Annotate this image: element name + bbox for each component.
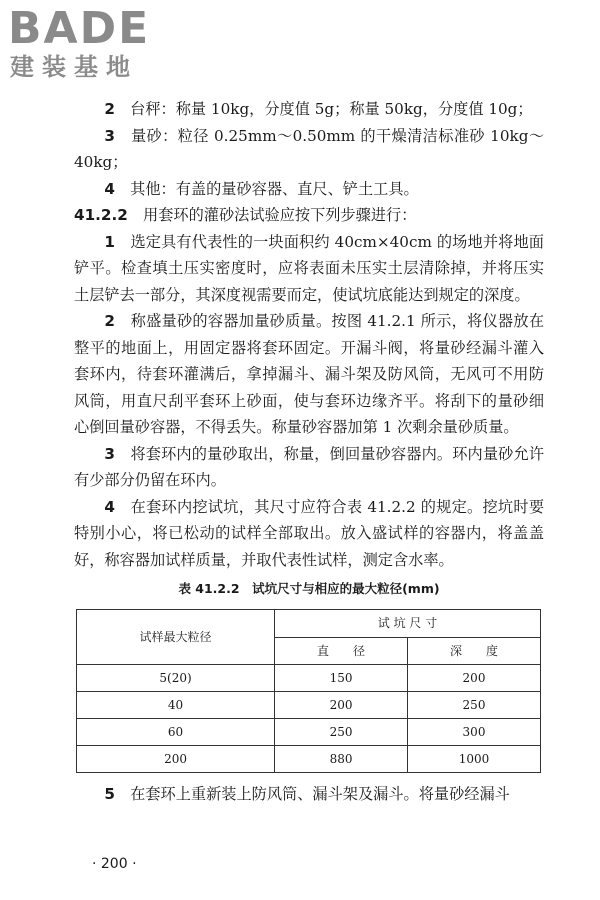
- logo-brand: BADE: [8, 3, 151, 54]
- paragraph-item-4: 4 其他：有盖的量砂容器、直尺、铲土工具。: [104, 179, 419, 198]
- logo-subtitle: 建装基地: [10, 53, 138, 81]
- paragraph-item-3: 3 量砂：粒径 0.25mm～0.50mm 的干燥清洁标准砂 10kg～40kg；: [74, 126, 545, 171]
- step-5: 5 在套环上重新装上防风筒、漏斗架及漏斗。将量砂经漏斗: [104, 785, 510, 803]
- page-content: [74, 96, 544, 808]
- step-3: 3 将套环内的量砂取出，称量，倒回量砂容器内。环内量砂允许有少部分仍留在环内。: [74, 444, 545, 489]
- table-cell: 200: [408, 665, 541, 692]
- table-header-depth: 深 度: [408, 637, 541, 665]
- table-header-pit-size: 试 坑 尺 寸: [275, 610, 541, 638]
- step-4: 4 在套环内挖试坑，其尺寸应符合表 41.2.2 的规定。挖坑时要特别小心，将已松动的试样全部取出。放入盛试样的容器内，将盖盖好，称容器加试样质量，并取代表性试样，测定含水率。: [74, 497, 545, 569]
- table-cell: 300: [408, 719, 541, 746]
- paragraph-item-2: 2 台秤：称量 10kg，分度值 5g；称量 50kg，分度值 10g；: [104, 100, 533, 118]
- page-number: · 200 ·: [92, 856, 137, 872]
- table-row: [77, 719, 541, 746]
- table-cell: 5(20): [77, 665, 275, 692]
- clause-41-2-2: 41.2.2 用套环的灌砂法试验应按下列步骤进行：: [74, 206, 417, 224]
- pit-size-table: [76, 609, 541, 773]
- table-caption: 表 41.2.2 试坑尺寸与相应的最大粒径(mm): [178, 581, 440, 596]
- step-1: 1 选定具有代表性的一块面积约 40cm×40cm 的场地并将地面铲平。检查填土压实密度时，应将表面未压实土层清除掉，并将压实土层铲去一部分，其深度视需要而定，使试坑底能达到规定的深度。: [74, 232, 544, 304]
- table-cell: 60: [77, 719, 275, 746]
- logo: [8, 3, 178, 82]
- table-cell: 880: [275, 746, 408, 773]
- table-cell: 40: [77, 692, 275, 719]
- table-cell: 250: [408, 692, 541, 719]
- table-row: [77, 665, 541, 692]
- table-row: [77, 692, 541, 719]
- table-cell: 1000: [408, 746, 541, 773]
- table-cell: 150: [275, 665, 408, 692]
- table-header-max-grain: 试样最大粒径: [77, 610, 275, 665]
- table-header-diameter: 直 径: [275, 637, 408, 665]
- table-cell: 200: [77, 746, 275, 773]
- table-row: [77, 746, 541, 773]
- step-2: 2 称盛量砂的容器加量砂质量。按图 41.2.1 所示，将仪器放在整平的地面上，用固定器将套环固定。开漏斗阀，将量砂经漏斗灌入套环内，待套环灌满后，拿掉漏斗、漏斗架及防风筒，无风可不用防风筒，用直尺刮平套环上砂面，使与套环边缘齐平。将刮下的量砂细心倒回量砂容器，不得丢失。称量砂容器加第 1 次剩余量砂质量。: [74, 312, 545, 436]
- table-cell: 200: [275, 692, 408, 719]
- table-cell: 250: [275, 719, 408, 746]
